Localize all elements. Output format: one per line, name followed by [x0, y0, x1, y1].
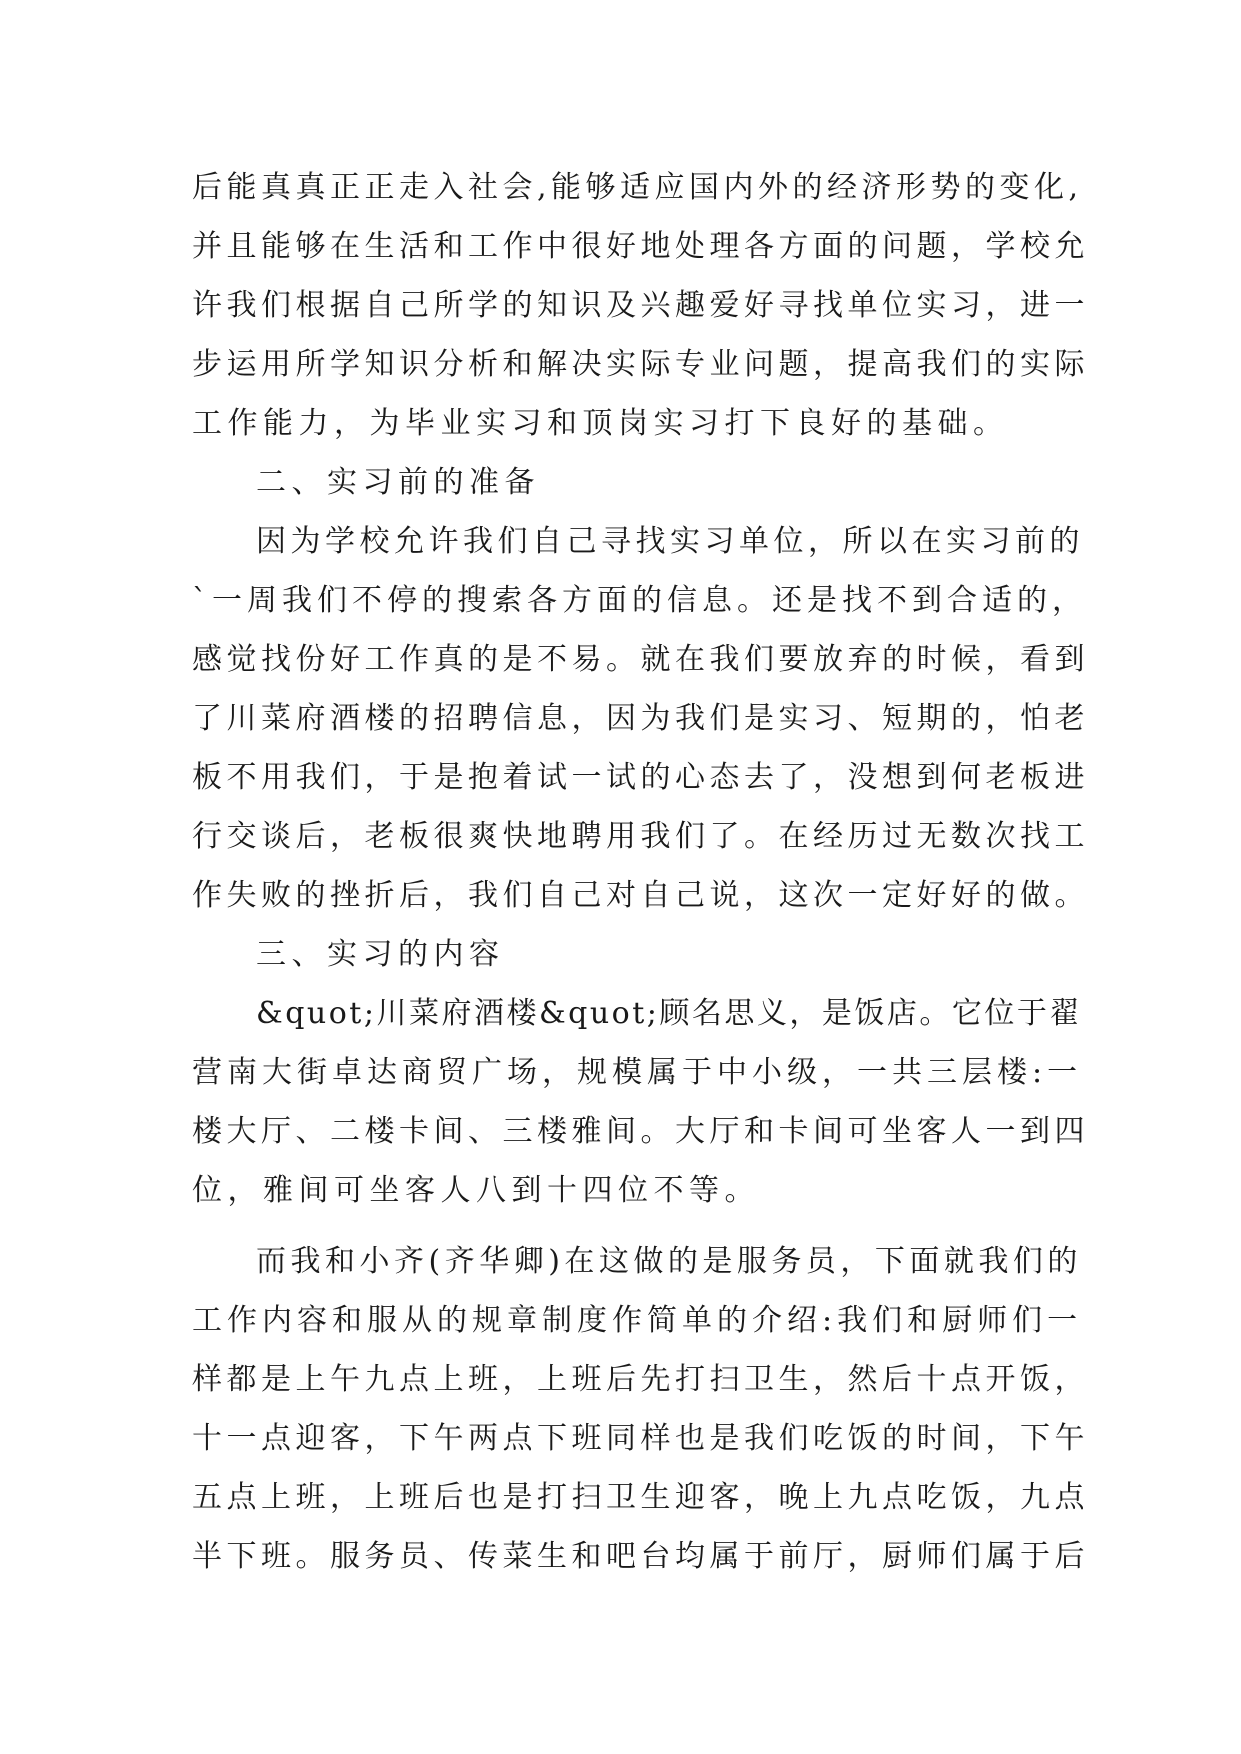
text-line: 楼大厅、二楼卡间、三楼雅间。大厅和卡间可坐客人一到四: [192, 1114, 1089, 1149]
text-line: 行交谈后，老板很爽快地聘用我们了。在经历过无数次找工: [192, 819, 1089, 854]
text-line: 后能真真正正走入社会,能够适应国内外的经济形势的变化,: [192, 170, 1083, 205]
text-line: 因为学校允许我们自己寻找实习单位，所以在实习前的: [256, 524, 1084, 559]
text-line: 许我们根据自己所学的知识及兴趣爱好寻找单位实习，进一: [192, 288, 1089, 323]
text-line: 并且能够在生活和工作中很好地处理各方面的问题，学校允: [192, 229, 1089, 264]
text-line: 了川菜府酒楼的招聘信息，因为我们是实习、短期的，怕老: [192, 701, 1089, 736]
body-text: [192, 158, 1092, 1586]
text-line: 感觉找份好工作真的是不易。就在我们要放弃的时候，看到: [192, 642, 1089, 677]
paragraph-gap: [192, 1220, 1092, 1232]
text-line: 工作内容和服从的规章制度作简单的介绍:我们和厨师们一: [192, 1303, 1083, 1338]
text-line: 而我和小齐(齐华卿)在这做的是服务员，下面就我们的: [256, 1244, 1082, 1279]
text-line: 样都是上午九点上班，上班后先打扫卫生，然后十点开饭，: [192, 1362, 1089, 1397]
text-line: &quot;川菜府酒楼&quot;顾名思义，是饭店。它位于翟: [256, 996, 1082, 1031]
text-line: 半下班。服务员、传菜生和吧台均属于前厅，厨师们属于后: [192, 1539, 1089, 1574]
text-line: 五点上班，上班后也是打扫卫生迎客，晚上九点吃饭，九点: [192, 1480, 1089, 1515]
section-heading: 二、实习前的准备: [256, 465, 540, 500]
text-line: 十一点迎客，下午两点下班同样也是我们吃饭的时间，下午: [192, 1421, 1089, 1456]
text-line: 步运用所学知识分析和解决实际专业问题，提高我们的实际: [192, 347, 1089, 382]
text-line: 位，雅间可坐客人八到十四位不等。: [192, 1173, 760, 1208]
text-line: 营南大街卓达商贸广场，规模属于中小级，一共三层楼:一: [192, 1055, 1083, 1090]
text-line: 工作能力，为毕业实习和顶岗实习打下良好的基础。: [192, 406, 1009, 441]
text-line: 板不用我们，于是抱着试一试的心态去了，没想到何老板进: [192, 760, 1089, 795]
section-heading: 三、实习的内容: [256, 937, 505, 972]
text-line: `一周我们不停的搜索各方面的信息。还是找不到合适的，: [192, 583, 1087, 618]
text-line: 作失败的挫折后，我们自己对自己说，这次一定好好的做。: [192, 878, 1089, 913]
